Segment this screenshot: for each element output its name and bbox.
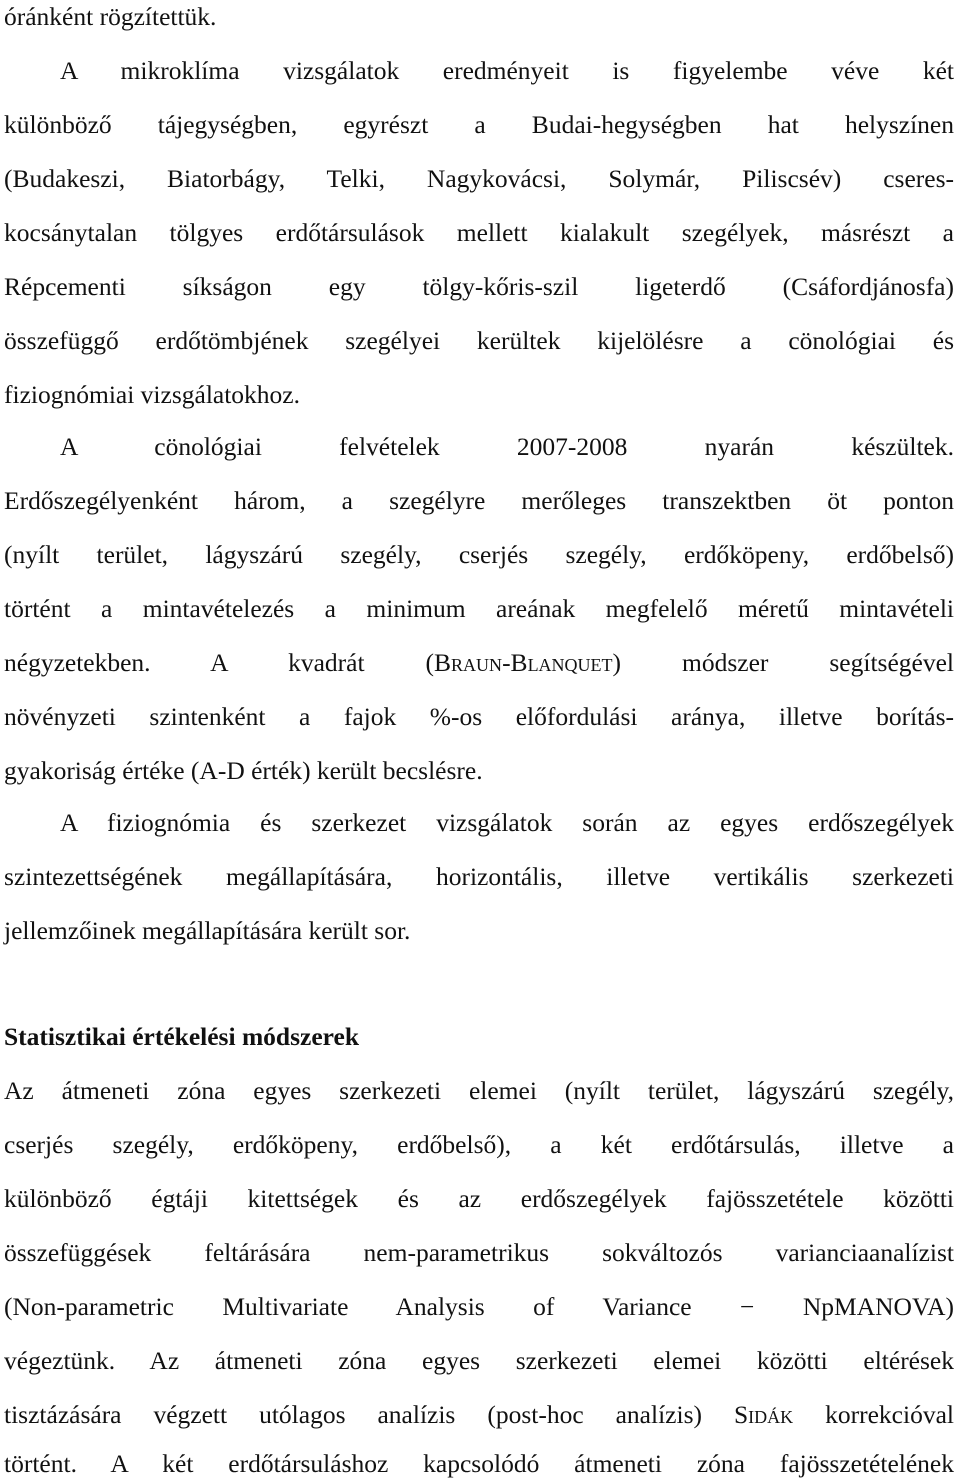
text-line: növényzeti szintenként a fajok %-os előfordulási aránya, illetve borítás- [4,702,954,731]
text-line: (Non-parametric Multivariate Analysis of Variance − NpMANOVA) [4,1292,954,1321]
text-span: korrekcióval [793,1400,954,1429]
text-line: Répcementi síkságon egy tölgy-kőris-szil ligeterdő (Csáfordjánosfa) [4,272,954,301]
author-initial: S [733,1400,749,1429]
text-line: jellemzőinek megállapítására került sor. [4,916,411,945]
text-line: történt a mintavételezés a minimum areának megfelelő méretű mintavételi [4,594,954,623]
text-line: cserjés szegély, erdőköpeny, erdőbelső), a két erdőtársulás, illetve a [4,1130,954,1159]
author-initial: B [434,648,452,677]
text-line: végeztünk. Az átmeneti zóna egyes szerkezeti elemei közötti eltérések [4,1346,954,1375]
text-line-with-author [4,1400,954,1430]
author-name: lanquet [527,648,613,677]
text-line-with-author [4,648,954,678]
text-line: kocsánytalan tölgyes erdőtársulások mellett kialakult szegélyek, másrészt a [4,218,954,247]
text-line: történt. A két erdőtársuláshoz kapcsolódó átmeneti zóna fajösszetételének [4,1449,954,1478]
text-line: Az átmeneti zóna egyes szerkezeti elemei (nyílt terület, lágyszárú szegély, [4,1076,954,1105]
text-line: összefüggő erdőtömbjének szegélyei kerültek kijelölésre a cönológiai és [4,326,954,355]
text-line: A mikroklíma vizsgálatok eredményeit is figyelembe véve két [60,56,954,85]
text-line: fiziognómiai vizsgálatokhoz. [4,380,301,409]
text-line: (nyílt terület, lágyszárú szegély, cserjés szegély, erdőköpeny, erdőbelső) [4,540,954,569]
author-name: raun [451,648,503,677]
text-line: különböző égtáji kitettségek és az erdőszegélyek fajösszetétele közötti [4,1184,954,1213]
text-line: összefüggések feltárására nem-parametrikus sokváltozós varianciaanalízist [4,1238,954,1267]
text-line: Erdőszegélyenként három, a szegélyre merőleges transzektben öt ponton [4,486,954,515]
text-span: ) módszer segítségével [612,648,954,677]
text-span: tisztázására végzett utólagos analízis (post-hoc analízis) [4,1400,734,1429]
text-span: négyzetekben. A kvadrát ( [4,648,435,677]
text-line: (Budakeszi, Biatorbágy, Telki, Nagykovácsi, Solymár, Piliscsév) cseres- [4,164,954,193]
text-line: A cönológiai felvételek 2007-2008 nyarán készültek. [60,432,954,461]
text-line: szintezettségének megállapítására, horizontális, illetve vertikális szerkezeti [4,862,954,891]
author-initial: -B [502,648,528,677]
text-line: különböző tájegységben, egyrészt a Budai-hegységben hat helyszínen [4,110,954,139]
text-line: óránként rögzítettük. [4,2,217,31]
section-heading: Statisztikai értékelési módszerek [4,1022,360,1051]
text-line: A fiziognómia és szerkezet vizsgálatok során az egyes erdőszegélyek [60,808,954,837]
author-name: idák [748,1400,794,1429]
text-line: gyakoriság értéke (A-D érték) került becslésre. [4,756,483,785]
